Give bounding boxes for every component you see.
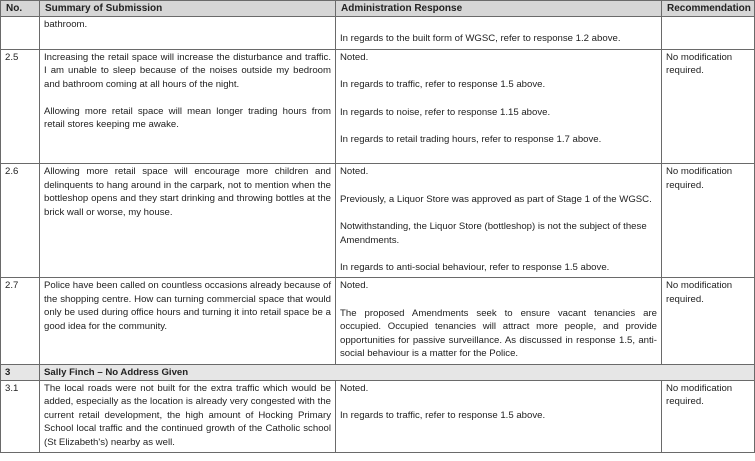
- row-number: 2.5: [1, 49, 40, 164]
- section-number: 3: [1, 364, 40, 380]
- recommendation-cell: [662, 17, 755, 49]
- summary-text: Allowing more retail space will encourage more children and delinquents to hang around in the carpark, not to mention when the bottleshop opens and they start drinking and throwing bottles at the brick wall or worse, my house.: [44, 166, 331, 218]
- recommendation-cell: No modification required.: [662, 278, 755, 364]
- response-cell: [336, 380, 662, 452]
- table-row: [1, 278, 755, 364]
- row-number: 2.6: [1, 164, 40, 278]
- header-no: No.: [1, 1, 40, 17]
- summary-cell: [40, 164, 336, 278]
- summary-text: Police have been called on countless occasions already because of the shopping centre. How can turning commercial space that would only be used during office hours and turning it into retail space be a good idea for the community.: [44, 280, 331, 332]
- header-recommendation: Recommendation: [662, 1, 755, 17]
- table-row: [1, 49, 755, 164]
- summary-cell: [40, 17, 336, 49]
- table-row: [1, 380, 755, 452]
- recommendation-cell: No modification required.: [662, 380, 755, 452]
- response-cell: [336, 17, 662, 49]
- header-response: Administration Response: [336, 1, 662, 17]
- table-row: [1, 17, 755, 49]
- recommendation-cell: No modification required.: [662, 49, 755, 164]
- response-text: In regards to traffic, refer to response 1.5 above.: [340, 79, 546, 91]
- row-number: [1, 17, 40, 49]
- response-text: In regards to noise, refer to response 1.15 above.: [340, 106, 551, 118]
- response-cell: [336, 164, 662, 278]
- section-title: Sally Finch – No Address Given: [40, 364, 755, 380]
- response-text: In regards to the built form of WGSC, refer to response 1.2 above.: [340, 33, 621, 45]
- summary-text: Increasing the retail space will increase the disturbance and traffic. I am unable to sleep because of the noises outside my bedroom and bathroom coming at all hours of the night.: [44, 51, 331, 90]
- summary-cell: [40, 380, 336, 452]
- response-text: In regards to retail trading hours, refer to response 1.7 above.: [340, 134, 602, 146]
- response-text: Noted.: [340, 51, 369, 63]
- summary-cell: [40, 278, 336, 364]
- response-text: Noted.: [340, 166, 369, 178]
- response-text: Noted.: [340, 382, 369, 394]
- response-cell: [336, 49, 662, 164]
- response-text: The proposed Amendments seek to ensure vacant tenancies are occupied. Occupied tenancies will attract more people, and provide opportunities for passive surveillance. As discussed in response 1.5, anti-social behaviour is a matter for the Police.: [340, 307, 657, 360]
- response-text: Noted.: [340, 280, 369, 292]
- summary-text: The local roads were not built for the extra traffic which would be added, especially as the location is already very congested with the current retail development, the high amount of Hocking Primary School local traffic and the continued growth of the Catholic school (St Elizabeth's) nearby as well.: [44, 382, 331, 448]
- response-text: Previously, a Liquor Store was approved as part of Stage 1 of the WGSC.: [340, 193, 652, 205]
- header-summary: Summary of Submission: [40, 1, 336, 17]
- recommendation-cell: No modification required.: [662, 164, 755, 278]
- response-text: In regards to traffic, refer to response 1.5 above.: [340, 410, 546, 422]
- row-number: 2.7: [1, 278, 40, 364]
- row-number: 3.1: [1, 380, 40, 452]
- response-cell: [336, 278, 662, 364]
- summary-text: bathroom.: [44, 19, 88, 31]
- section-row: [1, 364, 755, 380]
- response-text: Notwithstanding, the Liquor Store (bottleshop) is not the subject of these Amendments.: [340, 221, 647, 246]
- response-text: In regards to anti-social behaviour, refer to response 1.5 above.: [340, 262, 610, 274]
- table-header-row: [1, 1, 755, 17]
- summary-text: Allowing more retail space will mean longer trading hours from retail stores keeping me awake.: [44, 106, 331, 131]
- table-row: [1, 164, 755, 278]
- summary-cell: [40, 49, 336, 164]
